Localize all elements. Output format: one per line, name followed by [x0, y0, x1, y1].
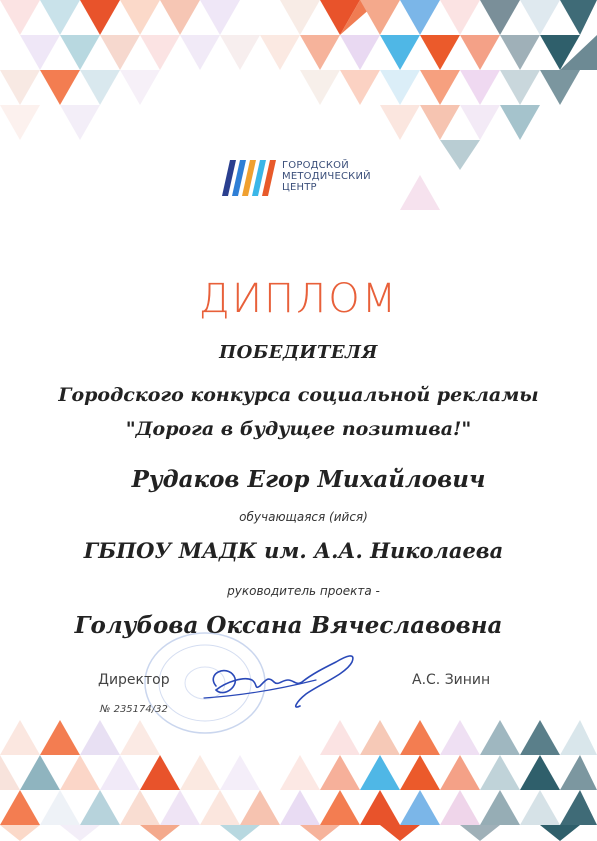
director-signature: [196, 646, 366, 716]
diploma-title: ДИПЛОМ: [198, 276, 399, 322]
supervisor-label: руководитель проекта -: [227, 584, 380, 598]
logo-line-3: ЦЕНТР: [282, 182, 317, 193]
diploma-number: № 235174/32: [100, 704, 168, 715]
contest-name-line-1: Городского конкурса социальной рекламы: [58, 384, 539, 406]
student-name: Рудаков Егор Михайлович: [131, 466, 486, 493]
winner-heading: ПОБЕДИТЕЛЯ: [219, 342, 378, 363]
logo-line-1: ГОРОДСКОЙ: [282, 160, 349, 171]
school-name: ГБПОУ МАДК им. А.А. Николаева: [83, 538, 504, 563]
supervisor-name: Голубова Оксана Вячеславовна: [74, 612, 503, 639]
director-name: А.С. Зинин: [412, 672, 491, 688]
methodical-center-logo: [222, 156, 382, 200]
student-label: обучающаяся (ийся): [239, 510, 368, 524]
logo-text: [282, 160, 371, 193]
contest-name-line-2: "Дорога в будущее позитива!": [125, 418, 472, 440]
director-label: Директор: [98, 672, 170, 688]
logo-mark-icon: [222, 160, 276, 196]
logo-line-2: МЕТОДИЧЕСКИЙ: [282, 171, 371, 182]
